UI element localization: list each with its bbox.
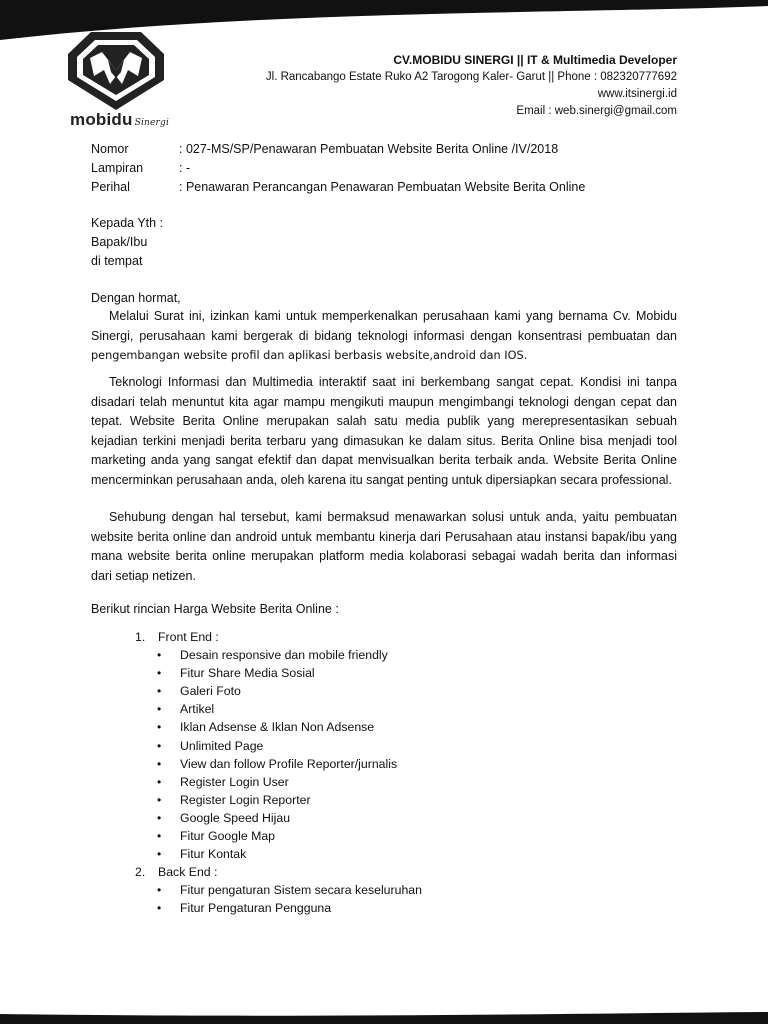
list-item — [157, 881, 422, 899]
bullet-icon: • — [157, 648, 162, 663]
list-item — [157, 664, 422, 682]
letterhead — [266, 52, 677, 120]
list-item — [157, 700, 422, 718]
bullet-icon: • — [157, 756, 162, 771]
meta-nomor-label: Nomor — [91, 142, 129, 156]
paragraph-offer-text: Sehubung dengan hal tersebut, kami bermaksud menawarkan solusi untuk anda, yaitu pembuatan website berita online dan android untuk membantu kinerja dari Perusahaan atau instansi bapak/ibu yang mana website berita online merupakan platform media kolaborasi sebagai wadah berita dan informasi dari setiap netizen. — [91, 510, 677, 583]
bullet-icon: • — [157, 666, 162, 681]
list-section-title: Back End : — [158, 865, 218, 880]
list-item-text: View dan follow Profile Reporter/jurnalis — [180, 756, 398, 771]
website-line: www.itsinergi.id — [597, 88, 677, 100]
list-item-text: Artikel — [180, 702, 215, 717]
paragraph-offer — [91, 508, 677, 586]
list-section-number: 1. — [135, 630, 146, 644]
list-item-text: Register Login Reporter — [180, 792, 311, 807]
list-item-text: Fitur Kontak — [180, 847, 247, 862]
recipient-line-1: Kepada Yth : — [91, 216, 164, 230]
meta-lampiran-value: : - — [179, 161, 191, 175]
greeting: Dengan hormat, — [91, 291, 181, 305]
recipient-line-2: Bapak/Ibu — [91, 235, 148, 249]
list-item-text: Google Speed Hijau — [180, 810, 291, 825]
list-section-title: Front End : — [158, 630, 219, 644]
bullet-icon: • — [157, 883, 162, 898]
bullet-icon: • — [157, 901, 162, 916]
bullet-icon: • — [157, 702, 162, 717]
list-item — [157, 809, 422, 827]
list-item-text: Fitur Pengaturan Pengguna — [180, 901, 332, 916]
list-item-text: Register Login User — [180, 774, 289, 789]
list-section-items — [135, 881, 422, 917]
meta-lampiran — [91, 159, 585, 178]
recipient-block — [91, 214, 163, 271]
list-section-heading — [135, 863, 422, 881]
list-item — [157, 682, 422, 700]
list-section-number: 2. — [135, 865, 146, 880]
paragraph-technology-text: Teknologi Informasi dan Multimedia interaktif saat ini berkembang sangat cepat. Kondisi ini tanpa disadari telah menuntut kita agar mampu mengikuti maupun mengimbangi teknologi dengan cepat dan tepat. Website Berita Online merupakan salah satu media publik yang merepresentasikan sebuah kejadian terkini menjadi berita terbaru yang dimasukan ke dalam situs. Berita Online bisa menjadi tool marketing anda yang sangat efektif dan dapat menvisualkan berita terbaik anda. Website Berita Online mencerminkan perusahaan anda, oleh karena itu sangat penting untuk dipersiapkan secara professional. — [91, 375, 677, 487]
paragraph-intro-text: Melalui Surat ini, izinkan kami untuk memperkenalkan perusahaan kami yang bernama Cv. Mobidu Sinergi, perusahaan kami bergerak di bidang teknologi informasi dengan konsentrasi pembuatan dan — [91, 309, 677, 343]
list-item-text: Fitur Share Media Sosial — [180, 666, 315, 681]
list-item — [157, 827, 422, 845]
meta-nomor-value: : 027-MS/SP/Penawaran Pembuatan Website Berita Online /IV/2018 — [179, 142, 559, 156]
bullet-icon: • — [157, 684, 162, 699]
list-item — [157, 737, 422, 755]
meta-perihal — [91, 178, 585, 197]
bullet-icon: • — [157, 720, 162, 735]
paragraph-intro — [91, 307, 677, 366]
list-item — [157, 845, 422, 863]
company-line: CV.MOBIDU SINERGI || IT & Multimedia Developer — [393, 53, 677, 67]
logo-brand-text: mobidu — [70, 110, 133, 129]
bullet-icon: • — [157, 738, 162, 753]
meta-perihal-value: : Penawaran Perancangan Penawaran Pembuatan Website Berita Online — [179, 180, 586, 194]
list-section-heading — [135, 628, 422, 646]
list-item-text: Unlimited Page — [180, 738, 264, 753]
bullet-icon: • — [157, 774, 162, 789]
list-item — [157, 899, 422, 917]
list-item-text: Fitur Google Map — [180, 829, 276, 844]
recipient-line-3: di tempat — [91, 254, 143, 268]
list-section-items — [135, 646, 422, 863]
address-line: Jl. Rancabango Estate Ruko A2 Tarogong Kaler- Garut || Phone : 082320777692 — [265, 71, 677, 83]
meta-lampiran-label: Lampiran — [91, 161, 144, 175]
list-item — [157, 791, 422, 809]
mobidu-logo-icon — [66, 30, 166, 112]
paragraph-price-intro: Berikut rincian Harga Website Berita Online : — [91, 602, 339, 616]
bullet-icon: • — [157, 792, 162, 807]
bullet-icon: • — [157, 810, 162, 825]
list-item — [157, 718, 422, 736]
list-item — [157, 755, 422, 773]
list-item — [157, 646, 422, 664]
list-item-text: Fitur pengaturan Sistem secara keseluruhan — [180, 883, 422, 898]
feature-list — [135, 628, 422, 918]
bullet-icon: • — [157, 829, 162, 844]
list-item-text: Galeri Foto — [180, 684, 241, 699]
logo-wordmark — [70, 110, 169, 130]
bottom-swoosh-decoration — [0, 984, 768, 1024]
list-item — [157, 773, 422, 791]
letter-meta — [91, 140, 585, 197]
paragraph-intro-text-end: pengembangan website profil dan aplikasi berbasis website,android dan IOS. — [91, 349, 528, 362]
meta-perihal-label: Perihal — [91, 180, 130, 194]
email-line: Email : web.sinergi@gmail.com — [516, 105, 677, 117]
logo-sub-text: Sinergi — [134, 118, 170, 128]
paragraph-technology — [91, 373, 677, 490]
bullet-icon: • — [157, 847, 162, 862]
list-item-text: Iklan Adsense & Iklan Non Adsense — [180, 720, 375, 735]
meta-nomor — [91, 140, 585, 159]
list-item-text: Desain responsive dan mobile friendly — [180, 648, 388, 663]
